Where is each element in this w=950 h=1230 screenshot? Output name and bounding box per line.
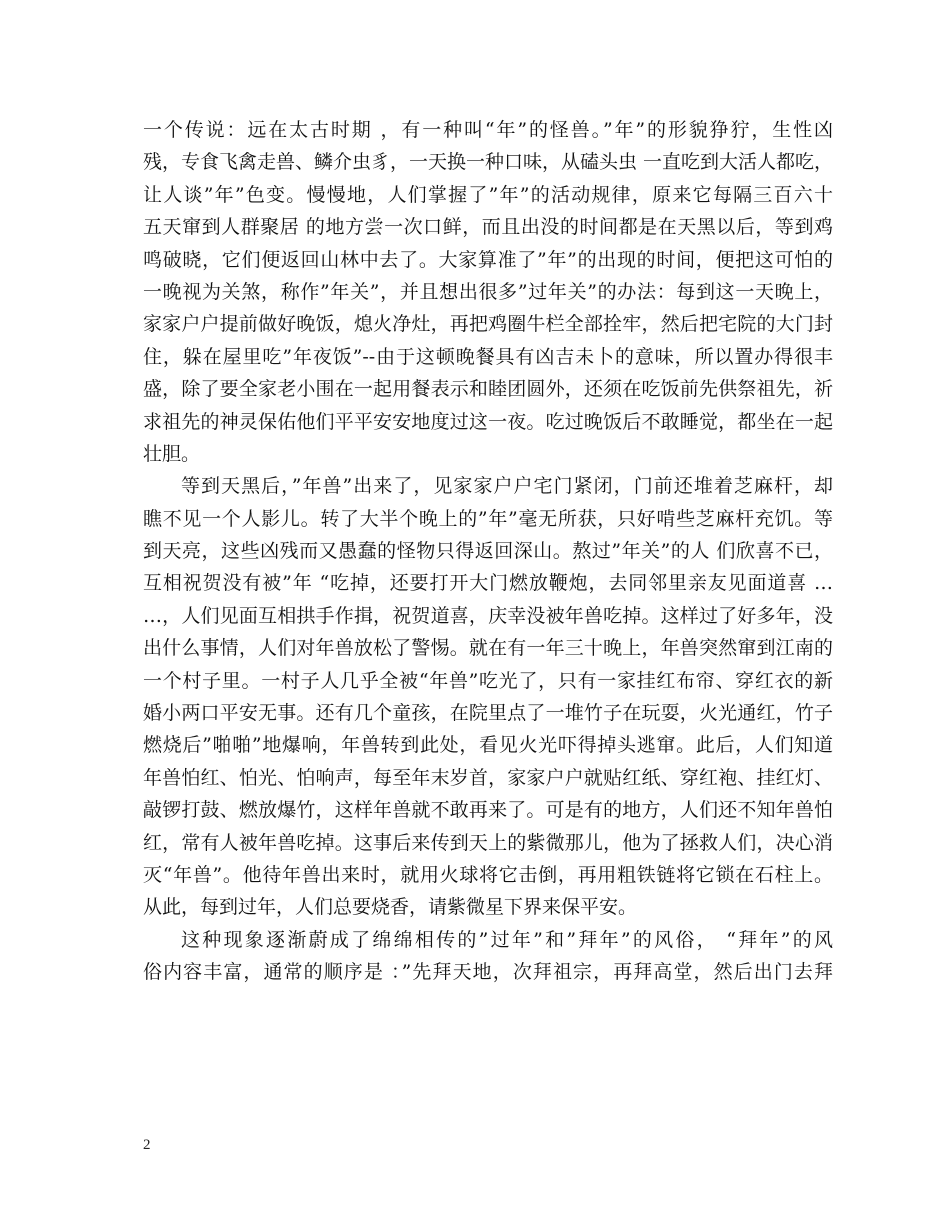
text-line: 燃烧后”啪啪”地爆响，年兽转到此处，看见火光吓得掉头逃窜。此后，人们知道 xyxy=(143,734,833,757)
text-line: 住，躲在屋里吃”年夜饭”--由于这顿晚餐具有凶吉未卜的意味，所以置办得很丰 xyxy=(143,345,833,368)
text-line: 等到天黑后，”年兽”出来了，见家家户户宅门紧闭，门前还堆着芝麻杆，却 xyxy=(181,475,833,498)
text-line: 一个村子里。一村子人几乎全被“年兽”吃光了，只有一家挂红布帘、穿红衣的新 xyxy=(143,669,833,692)
text-line: 一个传说：远在太古时期 ，有一种叫“年”的怪兽。”年”的形貌狰狞，生性凶 xyxy=(143,119,833,141)
text-line: 一晚视为关煞，称作”年关”，并且想出很多”过年关”的办法：每到这一天晚上， xyxy=(143,280,833,303)
page-number: 2 xyxy=(143,1137,151,1153)
text-line: 俗内容丰富，通常的顺序是 ：”先拜天地，次拜祖宗，再拜高堂，然后出门去拜 xyxy=(143,961,833,984)
text-line: 年兽怕红、怕光、怕响声，每至年末岁首，家家户户就贴红纸、穿红袍、挂红灯、 xyxy=(143,766,833,789)
text-line: 到天亮，这些凶残而又愚蠢的怪物只得返回深山。熬过”年关”的人 们欣喜不已， xyxy=(143,540,833,563)
text-line: 互相祝贺没有被”年 “吃掉，还要打开大门燃放鞭炮，去同邻里亲友见面道喜 … xyxy=(143,572,833,595)
text-line: 家家户户提前做好晚饭，熄火净灶，再把鸡圈牛栏全部拴牢，然后把宅院的大门封 xyxy=(143,313,833,336)
text-line: 从此，每到过年，人们总要烧香，请紫微星下界来保平安。 xyxy=(143,896,638,919)
text-line: 敲锣打鼓、燃放爆竹，这样年兽就不敢再来了。可是有的地方，人们还不知年兽怕 xyxy=(143,799,833,822)
text-line: 求祖先的神灵保佑他们平平安安地度过这一夜。吃过晚饭后不敢睡觉，都坐在一起 xyxy=(143,410,833,433)
text-line: 五天窜到人群聚居 的地方尝一次口鲜，而且出没的时间都是在天黑以后，等到鸡 xyxy=(143,216,833,239)
text-line: 鸣破晓，它们便返回山林中去了。大家算准了”年”的出现的时间，便把这可怕的 xyxy=(143,248,833,271)
text-line: 让人谈”年”色变。慢慢地，人们掌握了”年”的活动规律，原来它每隔三百六十 xyxy=(143,183,833,206)
text-line: 瞧不见一个人影儿。转了大半个晚上的”年”毫无所获，只好啃些芝麻杆充饥。等 xyxy=(143,507,833,530)
text-line: 这种现象逐渐蔚成了绵绵相传的”过年”和”拜年”的风俗， “拜年”的风 xyxy=(181,928,833,951)
text-line: 灭“年兽”。他待年兽出来时，就用火球将它击倒，再用粗铁链将它锁在石柱上。 xyxy=(143,863,833,886)
text-line: 红，常有人被年兽吃掉。这事后来传到天上的紫微那儿，他为了拯救人们，决心消 xyxy=(143,831,833,854)
text-line: 出什么事情，人们对年兽放松了警惕。就在有一年三十晚上，年兽突然窜到江南的 xyxy=(143,637,833,660)
text-line: 残，专食飞禽走兽、鳞介虫豸，一天换一种口味，从磕头虫 一直吃到大活人都吃， xyxy=(143,151,834,174)
text-line: 婚小两口平安无事。还有几个童孩，在院里点了一堆竹子在玩耍，火光通红，竹子 xyxy=(143,702,833,725)
text-line: 盛，除了要全家老小围在一起用餐表示和睦团圆外，还须在吃饭前先供祭祖先，祈 xyxy=(143,378,833,401)
text-line: 壮胆。 xyxy=(143,442,201,465)
text-line: …，人们见面互相拱手作揖，祝贺道喜，庆幸没被年兽吃掉。这样过了好多年，没 xyxy=(143,604,833,627)
body-text xyxy=(143,114,833,989)
